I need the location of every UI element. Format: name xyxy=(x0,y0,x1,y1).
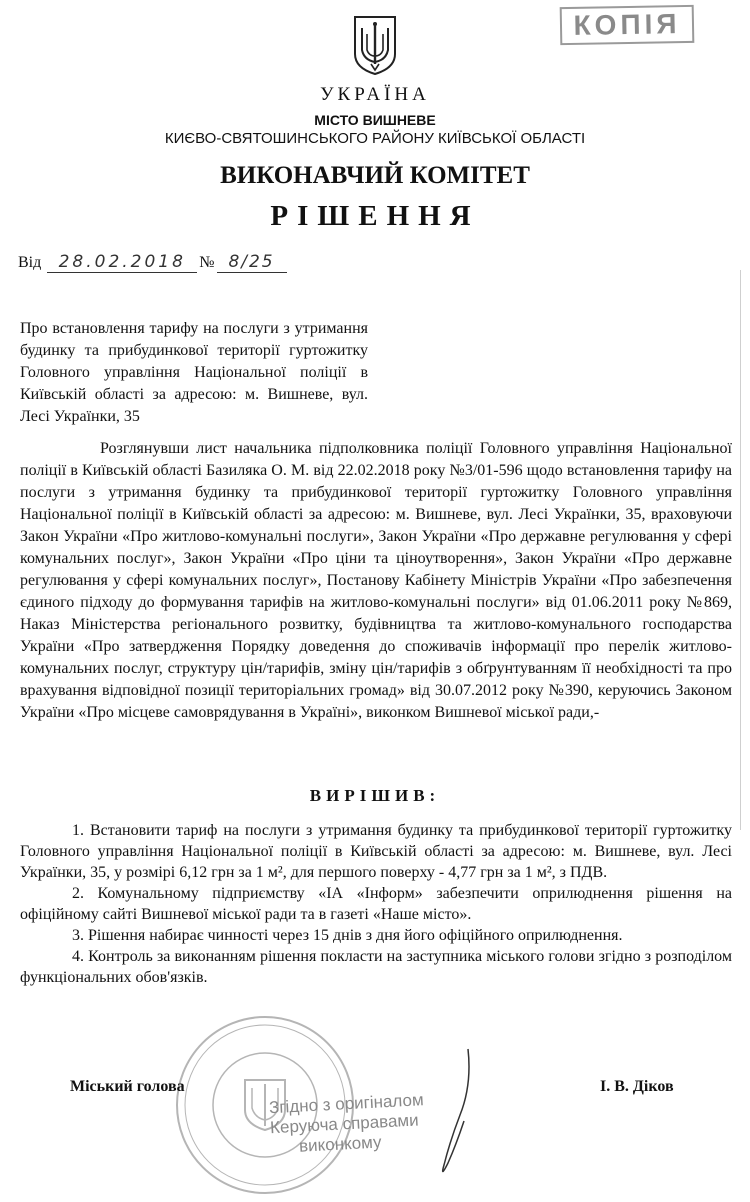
copy-stamp-line: Згідно з оригіналом xyxy=(268,1090,425,1118)
coat-of-arms-icon xyxy=(352,14,398,76)
committee-title: ВИКОНАВЧИЙ КОМІТЕТ xyxy=(220,162,530,189)
signatory-name: І. В. Діков xyxy=(600,1078,674,1095)
certified-copy-stamp xyxy=(269,1088,472,1158)
district-name: КИЄВО-СВЯТОШИНСЬКОГО РАЙОНУ КИЇВСЬКОЇ ОБЛАСТІ xyxy=(164,130,586,147)
document-type-title: РІШЕННЯ xyxy=(270,200,480,232)
resolution-items xyxy=(20,820,732,988)
copy-stamp-line: Керуюча справами xyxy=(269,1110,420,1138)
city-name: МІСТО ВИШНЕВЕ xyxy=(314,112,436,128)
resolved-heading: ВИРІШИВ: xyxy=(309,786,441,805)
country-name: УКРАЇНА xyxy=(320,84,430,105)
date-value: 28.02.2018 xyxy=(47,252,197,273)
resolution-item: 4. Контроль за виконанням рішення покласти на заступника міського голови згідно з розподілом функціональних обов'язків. xyxy=(20,948,732,986)
resolution-item: 2. Комунальному підприємству «ІА «Інформ» забезпечити оприлюднення рішення на офіційному сайті Вишневої міської ради та в газеті «Наше місто». xyxy=(20,885,732,923)
number-value: 8/25 xyxy=(217,252,287,273)
date-line xyxy=(18,252,287,273)
number-label: № xyxy=(199,254,215,271)
date-label: Від xyxy=(18,254,42,271)
resolution-item: 1. Встановити тариф на послуги з утримання будинку та прибудинкової території гуртожитку Головного управління Національної поліції в Київській області за адресою: м. Вишневе, вул. Лесі Українки, 35, у розмірі 6,12 грн за 1 м², для першого поверху - 4,77 грн за 1 м², з ПДВ. xyxy=(20,822,732,881)
decision-subject: Про встановлення тарифу на послуги з утримання будинку та прибудинкової території гуртожитку Головного управління Національної поліції в Київській області за адресою: м. Вишневе, вул. Лесі Українки, 35 xyxy=(20,320,368,425)
copy-stamp-top: КОПІЯ xyxy=(560,5,695,45)
copy-stamp-line: виконкому xyxy=(298,1132,382,1156)
preamble-paragraph: Розглянувши лист начальника підполковника поліції Головного управління Національної поліції в Київській області Базиляка О. М. від 22.02.2018 року №3/01-596 щодо встановлення тарифу на послуги з утримання будинку та прибудинкової території гуртожитку Головного управління Національної поліції в Київській області за адресою: м. Вишневе, вул. Лесі Українки, 35, враховуючи Закон України «Про житлово-комунальні послуги», Закон України «Про державне регулювання у сфері комунальних послуг», Закон України «Про ціни та ціноутворення», Закон України «Про державне регулювання у сфері комунальних послуг», Постанову Кабінету Міністрів України «Про забезпечення єдиного підходу до формування тарифів на житлово-комунальні послуги» від 01.06.2011 року №869, Наказ Міністерства регіонального розвитку, будівництва та житлово-комунального господарства України «Про затвердження Порядку доведення до споживачів інформації про перелік житлово-комунальних послуг, структуру цін/тарифів, зміну цін/тарифів з обґрунтуванням її необхідності та про врахування відповідної позиції територіальних громад» від 30.07.2012 року №390, керуючись Законом України «Про місцеве самоврядування в Україні», виконком Вишневої міської ради,- xyxy=(20,440,732,721)
signatory-title: Міський голова xyxy=(70,1078,185,1095)
scan-margin-line xyxy=(740,270,741,830)
resolution-item: 3. Рішення набирає чинності через 15 днів з дня його офіційного оприлюднення. xyxy=(72,927,623,944)
